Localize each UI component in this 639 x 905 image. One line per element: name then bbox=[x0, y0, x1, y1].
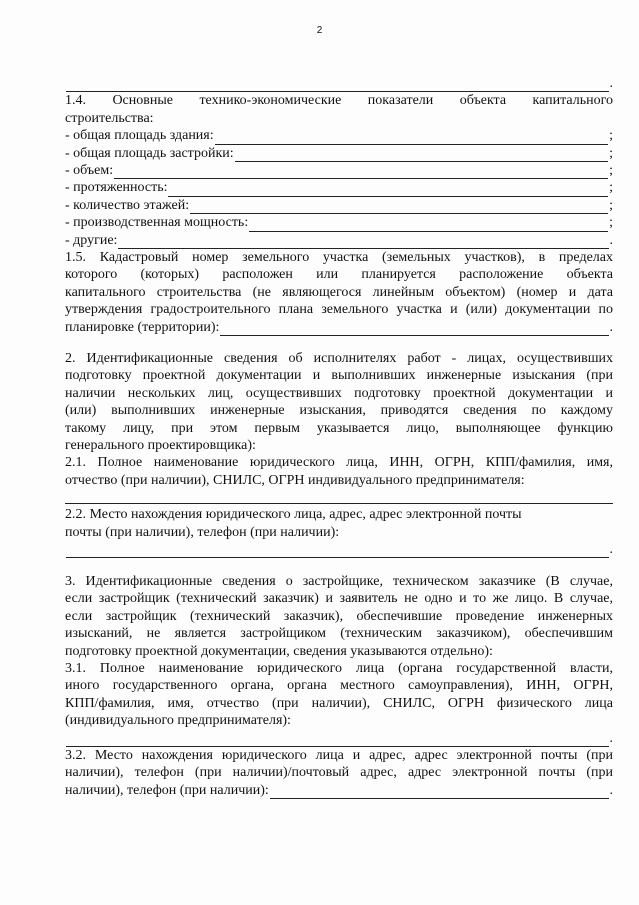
section-3-1-line: 3.1. Полное наименование юридического лица (органа государственной власти, bbox=[65, 661, 613, 677]
section-2-line: подготовку проектной документации и выполнивших инженерные изыскания (при bbox=[65, 368, 613, 384]
field-other[interactable]: - другие: . bbox=[65, 232, 613, 248]
section-1-4-heading: 1.4. Основные технико-экономические показатели объекта капитального bbox=[65, 93, 613, 109]
section-2-line: 2. Идентификационные сведения об исполнителях работ - лицах, осуществивших bbox=[65, 351, 613, 366]
section-2-line: генерального проектировщика): bbox=[65, 438, 256, 454]
section-3-1-line: (индивидуального предпринимателя): bbox=[65, 713, 291, 729]
section-3-2-line: наличии), телефон (при наличии)/почтовый адрес, адрес электронной почты (при bbox=[65, 765, 613, 781]
underline bbox=[249, 219, 608, 232]
underline bbox=[114, 166, 608, 179]
section-2-1-line: 2.1. Полное наименование юридического лица, ИНН, ОГРН, КПП/фамилия, имя, bbox=[65, 455, 613, 471]
section-3-line: изысканий, не является застройщиком (техническим заказчиком), обеспечившим bbox=[65, 626, 613, 642]
section-1-4 bbox=[65, 75, 613, 336]
section-3-line: если застройщик (технический заказчик) и заявитель не одно и то же лицо. В случае, bbox=[65, 591, 613, 607]
field-floors[interactable]: - количество этажей: ; bbox=[65, 197, 613, 213]
section-3 bbox=[65, 573, 613, 799]
field-developer-address[interactable]: наличии), телефон (при наличии): . bbox=[65, 782, 613, 798]
underline bbox=[190, 201, 608, 214]
field-contractor-name[interactable] bbox=[65, 489, 613, 504]
section-2-line: такому лицу, при этом первым указывается лицо, выполняющее функцию bbox=[65, 420, 613, 436]
section-1-5-line: 1.5. Кадастровый номер земельного участка (земельных участков), в пределах bbox=[65, 250, 613, 266]
section-2-1-line: отчество (при наличии), СНИЛС, ОГРН индивидуального предпринимателя: bbox=[65, 472, 525, 488]
section-2-2-line: 2.2. Место нахождения юридического лица, адрес, адрес электронной почты bbox=[65, 507, 522, 523]
section-3-line: 3. Идентификационные сведения о застройщике, техническом заказчике (В случае, bbox=[65, 574, 613, 589]
blank-line: . bbox=[65, 75, 613, 92]
section-3-2-line: 3.2. Место нахождения юридического лица и адрес, адрес электронной почты (при bbox=[65, 748, 613, 764]
section-2-line: (или) выполнивших инженерные изыскания, приводятся сведения по каждому bbox=[65, 403, 613, 419]
section-1-5-line: утверждения градостроительного плана земельного участка и (или) документации по bbox=[65, 302, 613, 318]
field-total-footprint-area[interactable]: - общая площадь застройки: ; bbox=[65, 145, 613, 161]
field-developer-name[interactable]: . bbox=[65, 730, 613, 747]
page-number: 2 bbox=[316, 25, 323, 36]
field-volume[interactable]: - объем: ; bbox=[65, 163, 613, 179]
underline bbox=[118, 236, 608, 249]
section-3-1-line: КПП/фамилия, имя, отчество (при наличии), СНИЛС, ОГРН физического лица bbox=[65, 695, 613, 711]
section-1-5-line: которого (которых) расположен или планируется расположение объекта bbox=[65, 267, 613, 283]
underline bbox=[66, 545, 609, 558]
underline bbox=[270, 786, 609, 799]
section-3-1-line: иного государственного органа, органа местного самоуправления), ИНН, ОГРН, bbox=[65, 678, 613, 694]
underline bbox=[220, 323, 608, 336]
section-2-line: наличии нескольких лиц, осуществивших подготовку проектной документации и bbox=[65, 385, 613, 401]
underline bbox=[235, 149, 608, 162]
underline bbox=[168, 184, 608, 197]
section-3-line: если застройщик (технический заказчик), обеспечившие проведение инженерных bbox=[65, 608, 613, 624]
field-capacity[interactable]: - производственная мощность: ; bbox=[65, 215, 613, 231]
section-2 bbox=[65, 350, 613, 558]
underline bbox=[215, 132, 608, 145]
section-1-5-line: капитального строительства (не являющегося линейным объектом) (номер и дата bbox=[65, 284, 613, 300]
section-2-2-line: почты (при наличии), телефон (при наличии): bbox=[65, 524, 340, 540]
section-3-line: подготовку проектной документации, сведения указываются отдельно): bbox=[65, 643, 493, 659]
field-length[interactable]: - протяженность: ; bbox=[65, 180, 613, 196]
underline bbox=[66, 734, 609, 747]
field-total-building-area[interactable]: - общая площадь здания: ; bbox=[65, 128, 613, 144]
section-1-4-heading-cont: строительства: bbox=[65, 110, 154, 126]
field-planning-documentation[interactable]: планировке (территории): . bbox=[65, 319, 613, 335]
underline bbox=[66, 79, 609, 92]
field-contractor-address[interactable]: . bbox=[65, 541, 613, 558]
